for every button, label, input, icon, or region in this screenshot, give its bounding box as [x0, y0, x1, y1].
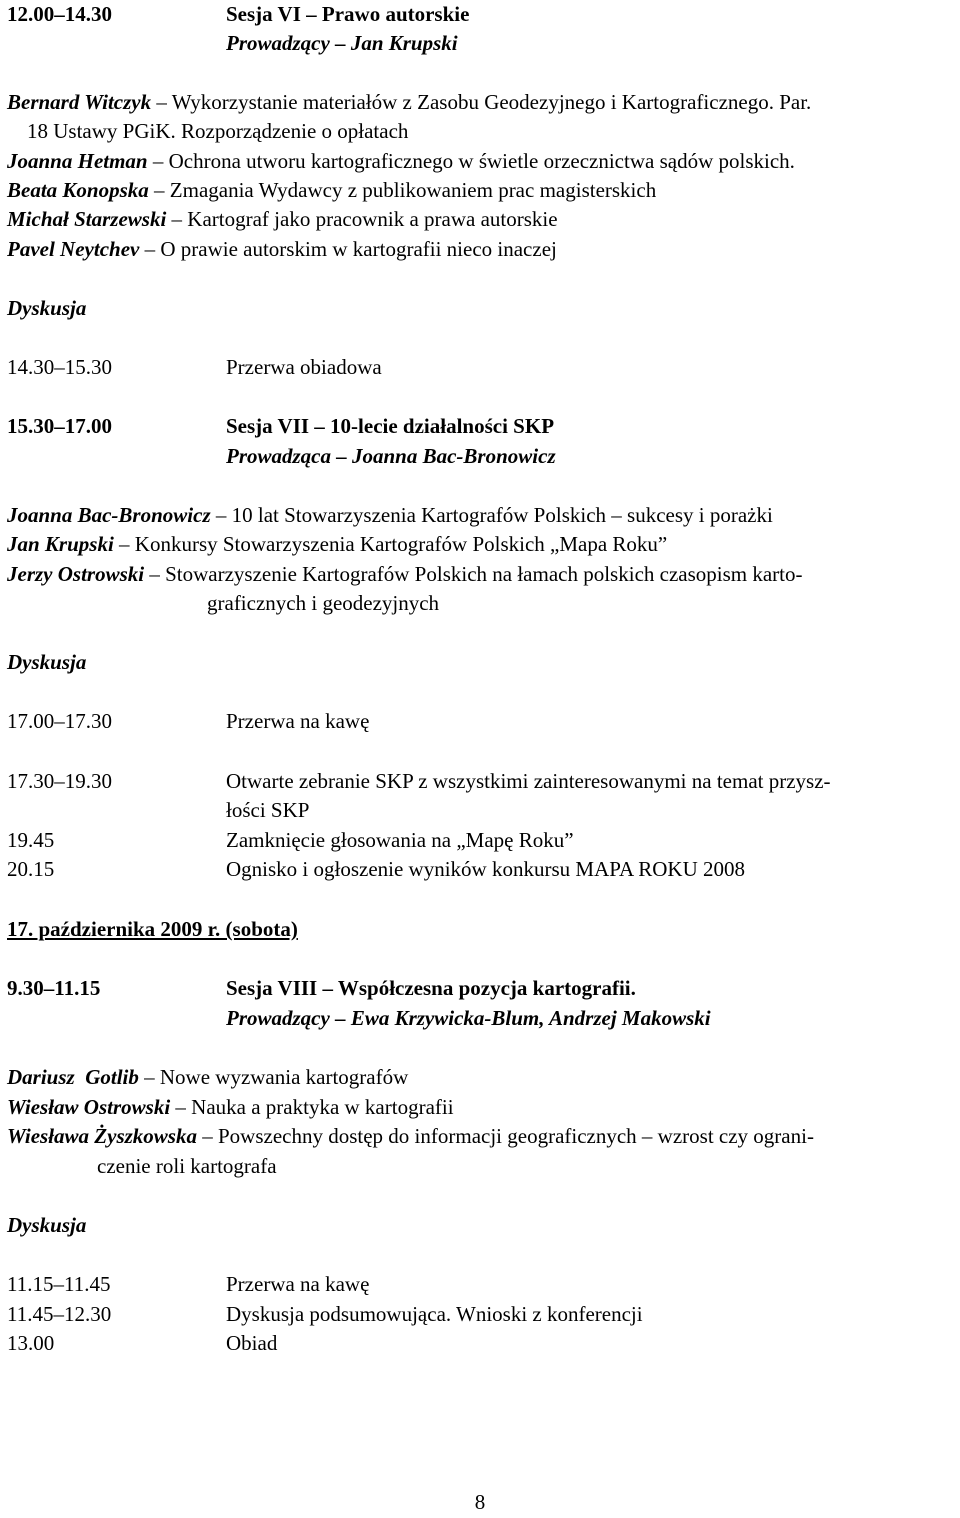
talk-speaker: Jan Krupski [7, 532, 114, 556]
meeting-time: 17.30–19.30 [7, 769, 112, 793]
voting-time: 19.45 [7, 828, 55, 852]
talk-item [7, 235, 557, 265]
talk-speaker: Wiesław Ostrowski [7, 1095, 171, 1119]
coffee-1-label: Przerwa na kawę [226, 709, 370, 733]
talk-item [7, 560, 803, 590]
dinner-label: Obiad [226, 1331, 278, 1355]
coffee-2-time: 11.15–11.45 [7, 1272, 111, 1296]
discussion-label: Dyskusja [7, 296, 87, 320]
talk-item [7, 88, 811, 118]
coffee-1-time: 17.00–17.30 [7, 709, 112, 733]
talk-title: Kartograf jako pracownik a prawa autorskie [187, 207, 558, 231]
talk-separator: – [151, 90, 172, 114]
talk-separator: – [210, 503, 232, 527]
talk-title: Nauka a praktyka w kartografii [191, 1095, 454, 1119]
summary-label: Dyskusja podsumowująca. Wnioski z konferencji [226, 1302, 643, 1326]
session-6-title: Sesja VI – Prawo autorskie [226, 2, 470, 26]
bonfire-label: Ognisko i ogłoszenie wyników konkursu MAPA ROKU 2008 [226, 857, 745, 881]
session-8-chair: Prowadzący – Ewa Krzywicka-Blum, Andrzej Makowski [226, 1006, 711, 1030]
talk-item [7, 205, 558, 235]
talk-item [7, 176, 656, 206]
talk-separator: – [166, 207, 188, 231]
session-7-chair: Prowadząca – Joanna Bac-Bronowicz [226, 444, 556, 468]
page-number: 8 [474, 1490, 486, 1514]
talk-title: Zmagania Wydawcy z publikowaniem prac magisterskich [169, 178, 657, 202]
session-7-title: Sesja VII – 10-lecie działalności SKP [226, 414, 555, 438]
talk-item [7, 147, 795, 177]
session-8-time: 9.30–11.15 [7, 976, 101, 1000]
talk-item [7, 501, 773, 531]
talk-speaker: Beata Konopska [7, 178, 149, 202]
discussion-label: Dyskusja [7, 650, 87, 674]
talk-title: Ochrona utworu kartograficznego w świetle orzecznictwa sądów polskich. [168, 149, 795, 173]
talk-item [7, 1093, 454, 1123]
talk-speaker: Joanna Hetman [7, 149, 148, 173]
talk-title: O prawie autorskim w kartografii nieco inaczej [160, 237, 557, 261]
talk-separator: – [144, 562, 166, 586]
voting-label: Zamknięcie głosowania na „Mapę Roku” [226, 828, 574, 852]
talk-title-continued: czenie roli kartografa [97, 1154, 277, 1178]
talk-title-continued: 18 Ustawy PGiK. Rozporządzenie o opłatach [27, 119, 409, 143]
talk-separator: – [170, 1095, 192, 1119]
discussion-label: Dyskusja [7, 1213, 87, 1237]
talk-item [7, 1122, 814, 1152]
day-heading: 17. października 2009 r. (sobota) [7, 917, 298, 941]
summary-time: 11.45–12.30 [7, 1302, 112, 1326]
talk-speaker: Jerzy Ostrowski [7, 562, 145, 586]
talk-separator: – [148, 178, 170, 202]
meeting-label: Otwarte zebranie SKP z wszystkimi zainteresowanymi na temat przysz- [226, 769, 831, 793]
talk-title: Stowarzyszenie Kartografów Polskich na łamach polskich czasopism karto- [165, 562, 803, 586]
talk-item [7, 1063, 408, 1093]
talk-separator: – [196, 1124, 218, 1148]
talk-title: Powszechny dostęp do informacji geograficznych – wzrost czy ograni- [217, 1124, 814, 1148]
dinner-time: 13.00 [7, 1331, 55, 1355]
talk-speaker: Bernard Witczyk [7, 90, 152, 114]
talk-separator: – [139, 237, 161, 261]
talk-item [7, 530, 667, 560]
bonfire-time: 20.15 [7, 857, 55, 881]
talk-title: Nowe wyzwania kartografów [159, 1065, 409, 1089]
talk-title: 10 lat Stowarzyszenia Kartografów Polskich – sukcesy i porażki [231, 503, 773, 527]
talk-title: Konkursy Stowarzyszenia Kartografów Polskich „Mapa Roku” [134, 532, 668, 556]
session-8-title: Sesja VIII – Współczesna pozycja kartografii. [226, 976, 636, 1000]
talk-separator: – [147, 149, 169, 173]
session-6-chair: Prowadzący – Jan Krupski [226, 31, 458, 55]
talk-speaker: Wiesława Żyszkowska [7, 1124, 197, 1148]
talk-separator: – [113, 532, 135, 556]
talk-speaker: Dariusz Gotlib [7, 1065, 139, 1089]
talk-speaker: Michał Starzewski [7, 207, 167, 231]
meeting-label-continued: łości SKP [226, 798, 310, 822]
talk-title: Wykorzystanie materiałów z Zasobu Geodezyjnego i Kartograficznego. Par. [171, 90, 812, 114]
talk-separator: – [138, 1065, 160, 1089]
session-6-time: 12.00–14.30 [7, 2, 112, 26]
coffee-2-label: Przerwa na kawę [226, 1272, 370, 1296]
lunch-time: 14.30–15.30 [7, 355, 112, 379]
talk-speaker: Pavel Neytchev [7, 237, 140, 261]
talk-title-continued: graficznych i geodezyjnych [207, 591, 440, 615]
session-7-time: 15.30–17.00 [7, 414, 112, 438]
lunch-label: Przerwa obiadowa [226, 355, 382, 379]
talk-speaker: Joanna Bac-Bronowicz [7, 503, 211, 527]
